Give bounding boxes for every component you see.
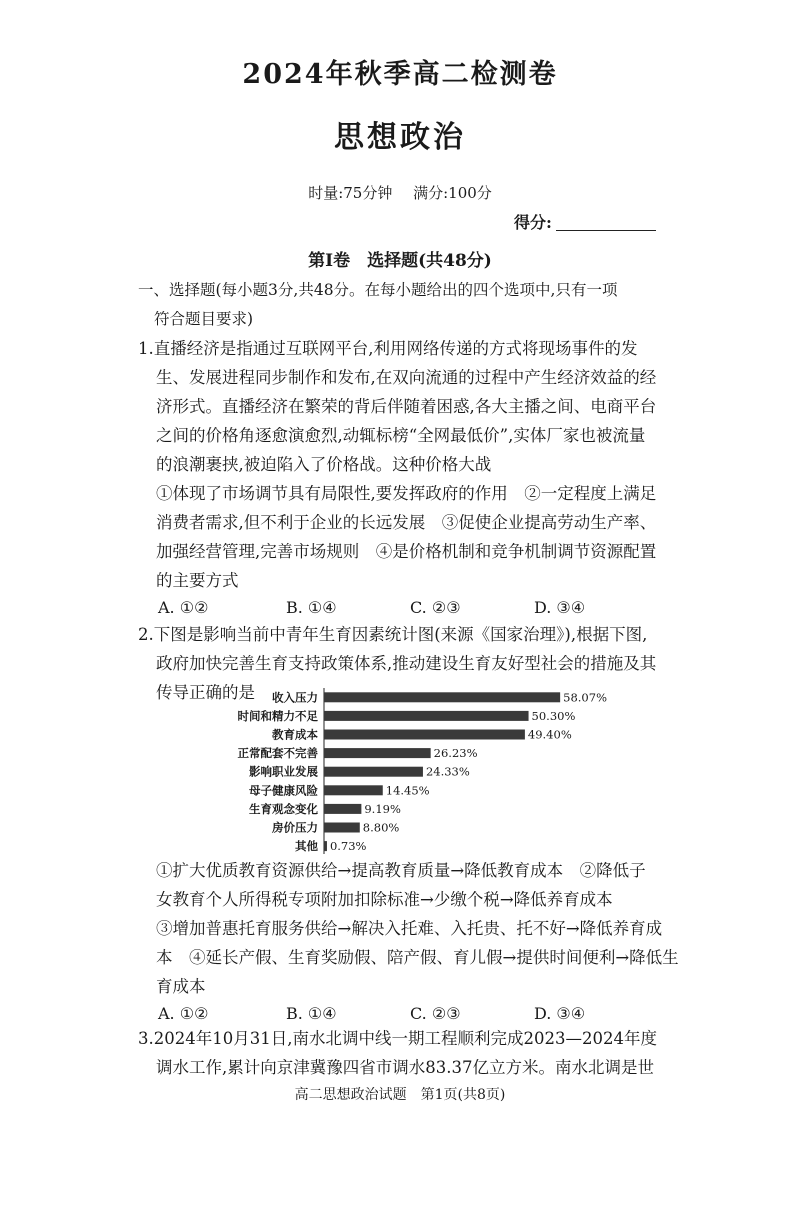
chart-value-label: 9.19%	[364, 801, 401, 816]
chart-value-label: 0.73%	[329, 839, 367, 854]
chart-value-label: 26.23%	[433, 746, 478, 761]
exam-meta	[0, 182, 800, 203]
q2-line: 政府加快完善生育支持政策体系,推动建设生育友好型社会的措施及其	[156, 654, 657, 673]
chart-value-label: 49.40%	[527, 727, 572, 742]
chart-bar	[324, 823, 360, 833]
q2-line: 传导正确的是	[156, 683, 255, 702]
chart-category-label: 影响职业发展	[249, 764, 318, 779]
chart-category-label: 房价压力	[272, 820, 318, 835]
chart-bar	[324, 692, 560, 702]
score-blank-line	[556, 230, 656, 231]
chart-bar	[324, 767, 423, 777]
score-field-label: 得分:	[514, 213, 552, 232]
q1-line: 济形式。直播经济在繁荣的背后伴随着困惑,各大主播之间、电商平台	[156, 397, 657, 416]
q1-line: 加强经营管理,完善市场规则 ④是价格机制和竞争机制调节资源配置	[156, 542, 657, 561]
q2-choice-line: ③增加普惠托育服务供给→解决入托难、入托贵、托不好→降低养育成	[156, 919, 663, 938]
chart-category-label: 收入压力	[272, 690, 318, 705]
instructions-line-1: 一、选择题(每小题3分,共48分。在每小题给出的四个选项中,只有一项	[138, 281, 618, 299]
time-limit: 时量:75分钟	[308, 184, 393, 202]
q2-choice-line: ①扩大优质教育资源供给→提高教育质量→降低教育成本 ②降低子	[156, 861, 646, 880]
full-score: 满分:100分	[413, 184, 492, 202]
chart-category-label: 正常配套不完善	[237, 746, 318, 761]
chart-category-label: 生育观念变化	[249, 801, 318, 816]
chart-bar	[324, 785, 383, 795]
q1-option-b[interactable]: B. ①④	[286, 598, 337, 617]
exam-title: 2024年秋季高二检测卷	[242, 59, 558, 90]
q2-choice-line: 本 ④延长产假、生育奖励假、陪产假、育儿假→提供时间便利→降低生	[156, 948, 679, 967]
chart-value-label: 24.33%	[425, 764, 470, 779]
chart-value-label: 58.07%	[563, 690, 608, 705]
q3-line: 调水工作,累计向京津冀豫四省市调水83.37亿立方米。南水北调是世	[156, 1058, 654, 1077]
part1-title: 第Ⅰ卷 选择题(共48分)	[308, 251, 492, 271]
q2-option-c[interactable]: C. ②③	[410, 1004, 461, 1023]
q1-line: 的浪潮裹挟,被迫陷入了价格战。这种价格大战	[156, 455, 492, 474]
q1-option-d[interactable]: D. ③④	[534, 598, 586, 617]
chart-value-label: 14.45%	[385, 783, 430, 798]
chart-value-label: 50.30%	[531, 708, 576, 723]
q1-line: 之间的价格角逐愈演愈烈,动辄标榜“全网最低价”,实体厂家也被流量	[156, 426, 646, 445]
chart-category-label: 时间和精力不足	[237, 708, 318, 723]
q2-option-b[interactable]: B. ①④	[286, 1004, 337, 1023]
chart-bar	[324, 841, 327, 851]
chart-bar	[324, 748, 431, 758]
q2-choice-line: 育成本	[156, 977, 206, 996]
fertility-factors-bar-chart	[180, 684, 610, 854]
chart-bar	[324, 711, 529, 721]
q3-line: 3.2024年10月31日,南水北调中线一期工程顺利完成2023—2024年度	[138, 1029, 657, 1048]
q1-line: ①体现了市场调节具有局限性,要发挥政府的作用 ②一定程度上满足	[156, 484, 657, 503]
page-footer: 高二思想政治试题 第1页(共8页)	[294, 1087, 506, 1103]
q2-option-a[interactable]: A. ①②	[158, 1004, 209, 1023]
q2-option-d[interactable]: D. ③④	[534, 1004, 586, 1023]
instructions-line-2: 符合题目要求)	[154, 310, 254, 328]
chart-category-label: 母子健康风险	[249, 783, 318, 798]
q1-line: 生、发展进程同步制作和发布,在双向流通的过程中产生经济效益的经	[156, 368, 657, 387]
chart-bar	[324, 730, 525, 740]
subject-title: 思想政治	[334, 120, 466, 155]
chart-category-label: 教育成本	[272, 727, 318, 742]
q2-choice-line: 女教育个人所得税专项附加扣除标准→少缴个税→降低养育成本	[156, 890, 613, 909]
q1-option-a[interactable]: A. ①②	[158, 598, 209, 617]
chart-bar	[324, 804, 361, 814]
q1-line: 消费者需求,但不利于企业的长远发展 ③促使企业提高劳动生产率、	[156, 513, 657, 532]
q1-option-c[interactable]: C. ②③	[410, 598, 461, 617]
q1-line: 的主要方式	[156, 571, 239, 590]
chart-category-label: 其他	[295, 839, 318, 854]
chart-value-label: 8.80%	[362, 820, 400, 835]
q1-line: 1.直播经济是指通过互联网平台,利用网络传递的方式将现场事件的发	[138, 339, 638, 358]
q2-line: 2.下图是影响当前中青年生育因素统计图(来源《国家治理》),根据下图,	[138, 625, 648, 644]
